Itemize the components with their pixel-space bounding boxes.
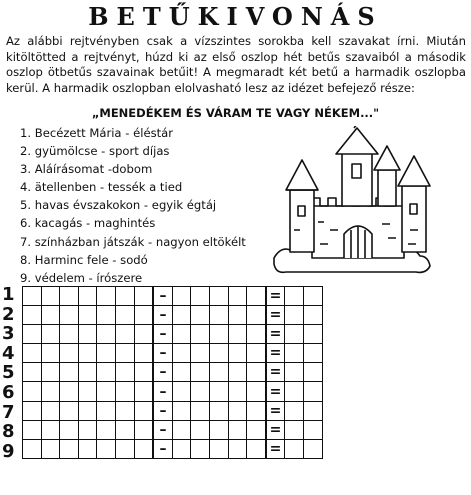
letter-cell[interactable] <box>60 363 79 382</box>
letter-cell[interactable] <box>41 382 60 401</box>
equals-sign: = <box>266 401 285 420</box>
letter-cell[interactable] <box>23 325 42 344</box>
grid-row <box>23 325 323 344</box>
letter-cell[interactable] <box>134 344 153 363</box>
letter-cell[interactable] <box>209 287 228 306</box>
letter-cell[interactable] <box>115 382 134 401</box>
grid-row <box>23 382 323 401</box>
letter-cell[interactable] <box>23 401 42 420</box>
letter-cell[interactable] <box>303 325 322 344</box>
letter-cell[interactable] <box>172 439 191 458</box>
letter-cell[interactable] <box>41 306 60 325</box>
clue-item: 8. Harminc fele - sodó <box>20 252 148 267</box>
page-title: BETŰKIVONÁS <box>88 2 383 31</box>
letter-cell[interactable] <box>23 382 42 401</box>
letter-cell[interactable] <box>285 344 304 363</box>
letter-cell[interactable] <box>60 382 79 401</box>
letter-cell[interactable] <box>23 306 42 325</box>
letter-cell[interactable] <box>303 420 322 439</box>
row-number: 6 <box>2 381 15 403</box>
letter-cell[interactable] <box>115 306 134 325</box>
letter-cell[interactable] <box>97 325 116 344</box>
row-number: 3 <box>2 323 15 345</box>
minus-sign: – <box>153 420 172 439</box>
letter-cell[interactable] <box>191 439 210 458</box>
letter-cell[interactable] <box>191 287 210 306</box>
letter-cell[interactable] <box>209 420 228 439</box>
letter-cell[interactable] <box>247 420 266 439</box>
letter-cell[interactable] <box>191 401 210 420</box>
letter-cell[interactable] <box>97 382 116 401</box>
row-numbers <box>2 285 20 461</box>
letter-cell[interactable] <box>228 344 247 363</box>
letter-cell[interactable] <box>172 401 191 420</box>
letter-cell[interactable] <box>78 325 97 344</box>
letter-cell[interactable] <box>115 287 134 306</box>
clue-list <box>20 124 280 287</box>
instructions-text: Az alábbi rejtvényben csak a vízszintes sorokba kell szavakat írni. Miután kitöltötted a rejtvényt, húzd ki az első oszlop hét betűs szavaiból a második oszlop ötbetűs szavainak betűit! A megmaradt két betű a harmadik oszlopba kerül. A harmadik oszlopban elolvasható lesz az idézet befejező része: <box>6 34 466 95</box>
row-number: 4 <box>2 342 15 364</box>
letter-cell[interactable] <box>41 363 60 382</box>
letter-cell[interactable] <box>115 325 134 344</box>
quote-text: „MENEDÉKEM ÉS VÁRAM TE VAGY NÉKEM..." <box>91 106 380 120</box>
letter-cell[interactable] <box>97 420 116 439</box>
letter-cell[interactable] <box>78 287 97 306</box>
letter-cell[interactable] <box>23 420 42 439</box>
letter-cell[interactable] <box>115 363 134 382</box>
letter-cell[interactable] <box>41 439 60 458</box>
clue-item: 4. ätellenben - tessék a tied <box>20 180 183 195</box>
letter-cell[interactable] <box>209 382 228 401</box>
letter-cell[interactable] <box>134 363 153 382</box>
letter-cell[interactable] <box>23 344 42 363</box>
letter-cell[interactable] <box>23 287 42 306</box>
letter-cell[interactable] <box>60 344 79 363</box>
letter-cell[interactable] <box>97 306 116 325</box>
letter-cell[interactable] <box>191 382 210 401</box>
letter-cell[interactable] <box>97 344 116 363</box>
row-number: 9 <box>2 440 15 462</box>
letter-cell[interactable] <box>209 325 228 344</box>
letter-cell[interactable] <box>78 401 97 420</box>
letter-cell[interactable] <box>172 287 191 306</box>
letter-cell[interactable] <box>78 363 97 382</box>
grid-row <box>23 344 323 363</box>
grid-row <box>23 306 323 325</box>
minus-sign: – <box>153 363 172 382</box>
letter-cell[interactable] <box>303 306 322 325</box>
letter-cell[interactable] <box>247 287 266 306</box>
letter-cell[interactable] <box>285 363 304 382</box>
letter-cell[interactable] <box>172 325 191 344</box>
letter-cell[interactable] <box>228 439 247 458</box>
equals-sign: = <box>266 325 285 344</box>
letter-cell[interactable] <box>97 363 116 382</box>
letter-cell[interactable] <box>172 344 191 363</box>
letter-cell[interactable] <box>60 306 79 325</box>
letter-cell[interactable] <box>303 363 322 382</box>
letter-cell[interactable] <box>60 325 79 344</box>
letter-cell[interactable] <box>209 344 228 363</box>
row-number: 8 <box>2 421 15 443</box>
letter-cell[interactable] <box>41 401 60 420</box>
clue-item: 3. Aláírásomat -dobom <box>20 162 153 177</box>
grid-row <box>23 363 323 382</box>
letter-cell[interactable] <box>228 363 247 382</box>
equals-sign: = <box>266 439 285 458</box>
minus-sign: – <box>153 344 172 363</box>
letter-cell[interactable] <box>247 363 266 382</box>
letter-cell[interactable] <box>172 306 191 325</box>
letter-cell[interactable] <box>41 325 60 344</box>
equals-sign: = <box>266 382 285 401</box>
letter-cell[interactable] <box>115 344 134 363</box>
letter-cell[interactable] <box>41 420 60 439</box>
letter-cell[interactable] <box>303 439 322 458</box>
letter-cell[interactable] <box>191 344 210 363</box>
letter-cell[interactable] <box>247 439 266 458</box>
letter-cell[interactable] <box>303 382 322 401</box>
letter-cell[interactable] <box>228 382 247 401</box>
letter-cell[interactable] <box>23 363 42 382</box>
minus-sign: – <box>153 306 172 325</box>
letter-cell[interactable] <box>172 382 191 401</box>
letter-cell[interactable] <box>247 401 266 420</box>
letter-cell[interactable] <box>134 420 153 439</box>
letter-cell[interactable] <box>60 287 79 306</box>
letter-cell[interactable] <box>41 344 60 363</box>
minus-sign: – <box>153 401 172 420</box>
letter-cell[interactable] <box>191 363 210 382</box>
letter-cell[interactable] <box>209 439 228 458</box>
minus-sign: – <box>153 325 172 344</box>
castle-illustration <box>270 126 446 274</box>
letter-cell[interactable] <box>97 401 116 420</box>
letter-cell[interactable] <box>78 306 97 325</box>
row-number: 2 <box>2 303 15 325</box>
letter-cell[interactable] <box>60 420 79 439</box>
letter-cell[interactable] <box>78 439 97 458</box>
letter-cell[interactable] <box>134 287 153 306</box>
clue-item: 9. védelem - írószere <box>20 270 143 285</box>
letter-cell[interactable] <box>228 325 247 344</box>
equals-sign: = <box>266 344 285 363</box>
letter-cell[interactable] <box>247 325 266 344</box>
letter-cell[interactable] <box>97 287 116 306</box>
letter-cell[interactable] <box>78 344 97 363</box>
letter-cell[interactable] <box>134 325 153 344</box>
letter-cell[interactable] <box>60 401 79 420</box>
letter-cell[interactable] <box>134 401 153 420</box>
row-number: 7 <box>2 401 15 423</box>
grid-row <box>23 439 323 458</box>
letter-cell[interactable] <box>209 306 228 325</box>
letter-cell[interactable] <box>247 382 266 401</box>
grid-row <box>23 420 323 439</box>
letter-cell[interactable] <box>60 439 79 458</box>
letter-cell[interactable] <box>134 306 153 325</box>
letter-cell[interactable] <box>285 306 304 325</box>
row-number: 1 <box>2 284 15 305</box>
minus-sign: – <box>153 287 172 306</box>
letter-cell[interactable] <box>285 382 304 401</box>
equals-sign: = <box>266 306 285 325</box>
letter-cell[interactable] <box>285 287 304 306</box>
letter-cell[interactable] <box>285 325 304 344</box>
letter-cell[interactable] <box>247 306 266 325</box>
letter-cell[interactable] <box>191 420 210 439</box>
clue-item: 2. gyümölcse - sport díjas <box>20 144 170 159</box>
equals-sign: = <box>266 287 285 306</box>
row-number: 5 <box>2 362 15 384</box>
letter-cell[interactable] <box>303 287 322 306</box>
grid-row <box>23 287 323 306</box>
letter-cell[interactable] <box>247 344 266 363</box>
letter-cell[interactable] <box>209 401 228 420</box>
letter-cell[interactable] <box>97 439 116 458</box>
letter-cell[interactable] <box>303 401 322 420</box>
letter-cell[interactable] <box>285 401 304 420</box>
minus-sign: – <box>153 382 172 401</box>
letter-cell[interactable] <box>228 306 247 325</box>
clue-item: 7. színházban játszák - nagyon eltökélt <box>20 234 246 249</box>
equals-sign: = <box>266 420 285 439</box>
letter-cell[interactable] <box>228 420 247 439</box>
puzzle-grid <box>22 286 323 459</box>
letter-cell[interactable] <box>134 439 153 458</box>
letter-cell[interactable] <box>115 401 134 420</box>
letter-cell[interactable] <box>23 439 42 458</box>
grid-row <box>23 401 323 420</box>
letter-cell[interactable] <box>41 287 60 306</box>
letter-cell[interactable] <box>115 420 134 439</box>
letter-cell[interactable] <box>228 401 247 420</box>
letter-cell[interactable] <box>285 439 304 458</box>
letter-cell[interactable] <box>228 287 247 306</box>
minus-sign: – <box>153 439 172 458</box>
clue-item: 5. havas évszakokon - egyik égtáj <box>20 198 217 213</box>
letter-cell[interactable] <box>209 363 228 382</box>
clue-item: 6. kacagás - maghintés <box>20 216 156 231</box>
letter-cell[interactable] <box>191 306 210 325</box>
letter-cell[interactable] <box>285 420 304 439</box>
clue-item: 1. Becézett Mária - éléstár <box>20 126 174 140</box>
equals-sign: = <box>266 363 285 382</box>
letter-cell[interactable] <box>191 325 210 344</box>
letter-cell[interactable] <box>78 382 97 401</box>
letter-cell[interactable] <box>172 420 191 439</box>
letter-cell[interactable] <box>78 420 97 439</box>
letter-cell[interactable] <box>134 382 153 401</box>
letter-cell[interactable] <box>303 344 322 363</box>
letter-cell[interactable] <box>115 439 134 458</box>
letter-cell[interactable] <box>172 363 191 382</box>
